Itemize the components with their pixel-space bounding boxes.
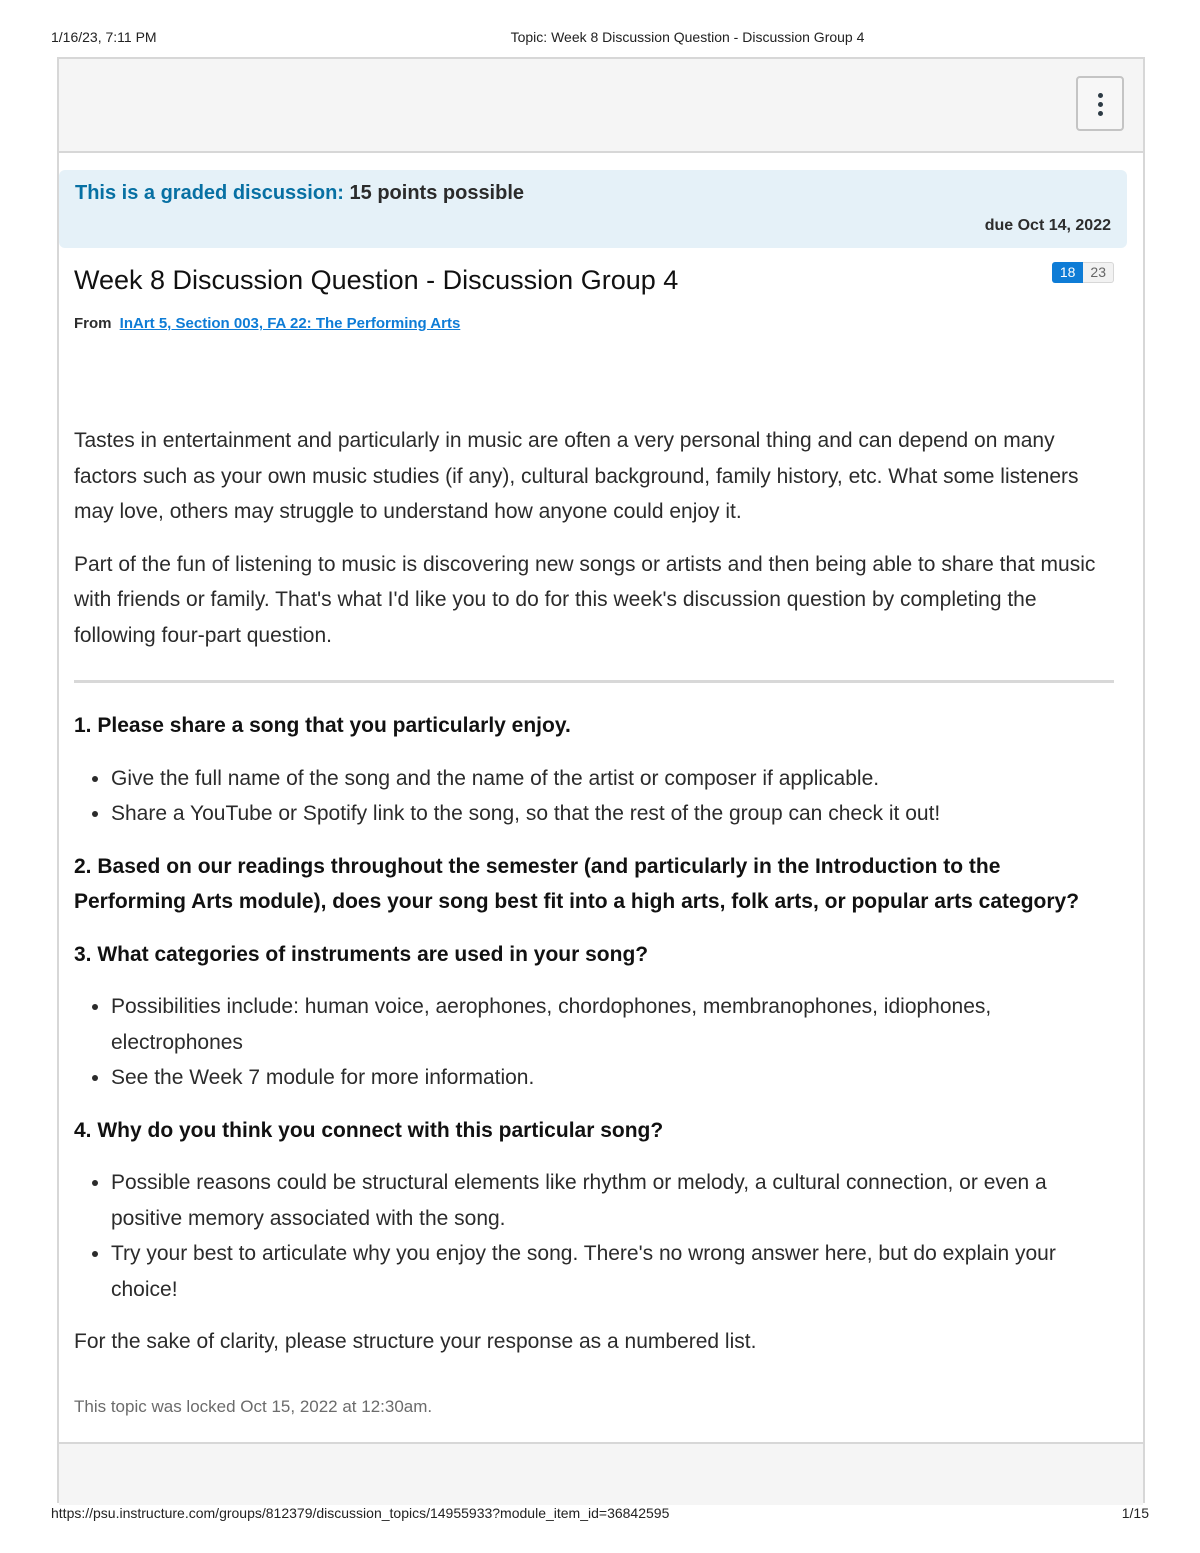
print-url: https://psu.instructure.com/groups/812379/discussion_topics/14955933?module_item_id=36842595 (51, 1505, 670, 1521)
graded-discussion-banner (59, 170, 1127, 248)
unread-count-badge: 18 (1052, 262, 1084, 283)
list-item: • Give the full name of the song and the name of the artist or composer if applicable. (111, 761, 1114, 797)
course-link[interactable]: InArt 5, Section 003, FA 22: The Performing Arts (119, 315, 461, 332)
from-line (74, 315, 460, 332)
graded-info (75, 182, 524, 205)
closing-instruction: For the sake of clarity, please structure your response as a numbered list. (74, 1330, 757, 1353)
horizontal-divider (74, 680, 1114, 683)
list-item: • Try your best to articulate why you enjoy the song. There's no wrong answer here, but do explain your choice! (111, 1236, 1114, 1307)
bullet-list (74, 761, 1114, 832)
print-header (0, 29, 1200, 49)
body-paragraph: Part of the fun of listening to music is discovering new songs or artists and then being able to share that music with friends or family. That's what I'd like you to do for this week's discussion question by completing the following four-part question. (74, 552, 1096, 647)
page-title: Week 8 Discussion Question - Discussion Group 4 (74, 265, 679, 295)
graded-label: This is a graded discussion: (75, 182, 344, 204)
question-list (74, 708, 1114, 1360)
locked-note: This topic was locked Oct 15, 2022 at 12:30am. (74, 1397, 433, 1416)
discussion-frame (57, 57, 1145, 1503)
body-paragraph: Tastes in entertainment and particularly in music are often a very personal thing and can depend on many factors such as your own music studies (if any), cultural background, family history, etc. What some listeners may love, others may struggle to understand how anyone could enjoy it. (74, 429, 1079, 523)
points-possible: 15 points possible (349, 182, 525, 204)
list-item: • Possible reasons could be structural elements like rhythm or melody, a cultural connection, or even a positive memory associated with the song. (111, 1165, 1114, 1236)
question-heading: 2. Based on our readings throughout the semester (and particularly in the Introduction to the Performing Arts module), does your song best fit into a high arts, folk arts, or popular arts category? (74, 854, 1080, 913)
bullet-list (74, 989, 1114, 1096)
bullet-list (74, 1165, 1114, 1307)
question-heading: 4. Why do you think you connect with this particular song? (74, 1118, 664, 1142)
print-page-title: Topic: Week 8 Discussion Question - Discussion Group 4 (510, 29, 865, 45)
list-item: • See the Week 7 module for more information. (111, 1060, 1114, 1096)
list-item: • Share a YouTube or Spotify link to the song, so that the rest of the group can check it out! (111, 796, 1114, 832)
from-label: From (74, 315, 112, 332)
list-item: • Possibilities include: human voice, aerophones, chordophones, membranophones, idiophones, electrophones (111, 989, 1114, 1060)
more-options-button[interactable] (1076, 76, 1124, 131)
page-number: 1/15 (1121, 1505, 1149, 1521)
question-heading: 3. What categories of instruments are used in your song? (74, 942, 649, 966)
total-count-badge: 23 (1083, 262, 1114, 283)
print-datetime: 1/16/23, 7:11 PM (51, 29, 157, 45)
reply-area-bar (59, 1442, 1143, 1505)
reply-count-badges (1052, 262, 1114, 283)
discussion-body (74, 423, 1114, 670)
question-heading: 1. Please share a song that you particularly enjoy. (74, 714, 571, 737)
due-date: due Oct 14, 2022 (984, 217, 1111, 234)
print-footer (0, 1505, 1200, 1525)
discussion-toolbar (59, 59, 1143, 153)
